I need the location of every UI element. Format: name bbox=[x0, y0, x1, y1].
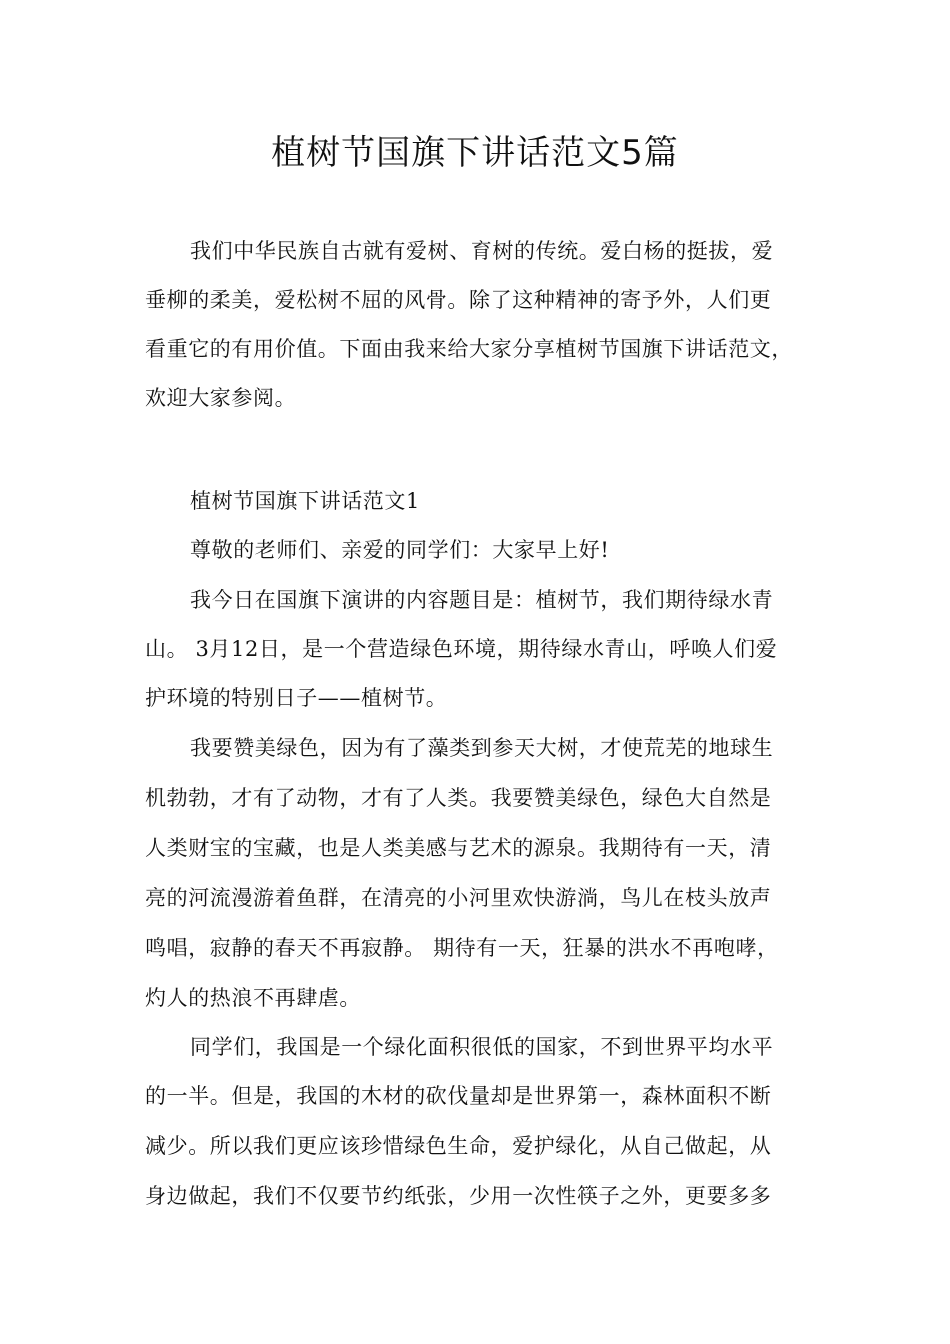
paragraph-line: 我们中华民族自古就有爱树、育树的传统。爱白杨的挺拔，爱 bbox=[190, 239, 774, 263]
paragraph-line: 我今日在国旗下演讲的内容题目是：植树节，我们期待绿水青 bbox=[190, 588, 774, 612]
paragraph-line: 看重它的有用价值。下面由我来给大家分享植树节国旗下讲话范文， bbox=[145, 337, 793, 361]
paragraph-line: 灼人的热浪不再肆虐。 bbox=[145, 986, 361, 1010]
paragraph-line: 护环境的特别日子——植树节。 bbox=[145, 686, 448, 710]
paragraph-line: 人类财宝的宝藏，也是人类美感与艺术的源泉。我期待有一天，清 bbox=[145, 836, 772, 860]
paragraph-line: 我要赞美绿色，因为有了藻类到参天大树，才使荒芜的地球生 bbox=[190, 736, 774, 760]
paragraph-line: 亮的河流漫游着鱼群，在清亮的小河里欢快游淌，鸟儿在枝头放声 bbox=[145, 886, 772, 910]
paragraph-line: 减少。所以我们更应该珍惜绿色生命，爱护绿化，从自己做起，从 bbox=[145, 1134, 772, 1158]
paragraph-line: 机勃勃，才有了动物，才有了人类。我要赞美绿色，绿色大自然是 bbox=[145, 786, 772, 810]
paragraph-line: 垂柳的柔美，爱松树不屈的风骨。除了这种精神的寄予外，人们更 bbox=[145, 288, 772, 312]
section-heading: 植树节国旗下讲话范文1 bbox=[190, 489, 420, 513]
paragraph-line: 欢迎大家参阅。 bbox=[145, 386, 297, 410]
document-title: 植树节国旗下讲话范文5篇 bbox=[271, 133, 679, 173]
paragraph-line: 的一半。但是，我国的木材的砍伐量却是世界第一，森林面积不断 bbox=[145, 1084, 772, 1108]
paragraph-line: 尊敬的老师们、亲爱的同学们：大家早上好! bbox=[190, 538, 610, 562]
paragraph-line: 同学们，我国是一个绿化面积很低的国家，不到世界平均水平 bbox=[190, 1035, 774, 1059]
paragraph-line: 山。 3月12日，是一个营造绿色环境，期待绿水青山，呼唤人们爱 bbox=[145, 637, 778, 661]
paragraph-line: 身边做起，我们不仅要节约纸张，少用一次性筷子之外，更要多多 bbox=[145, 1184, 772, 1208]
paragraph-line: 鸣唱，寂静的春天不再寂静。 期待有一天，狂暴的洪水不再咆哮， bbox=[145, 936, 779, 960]
